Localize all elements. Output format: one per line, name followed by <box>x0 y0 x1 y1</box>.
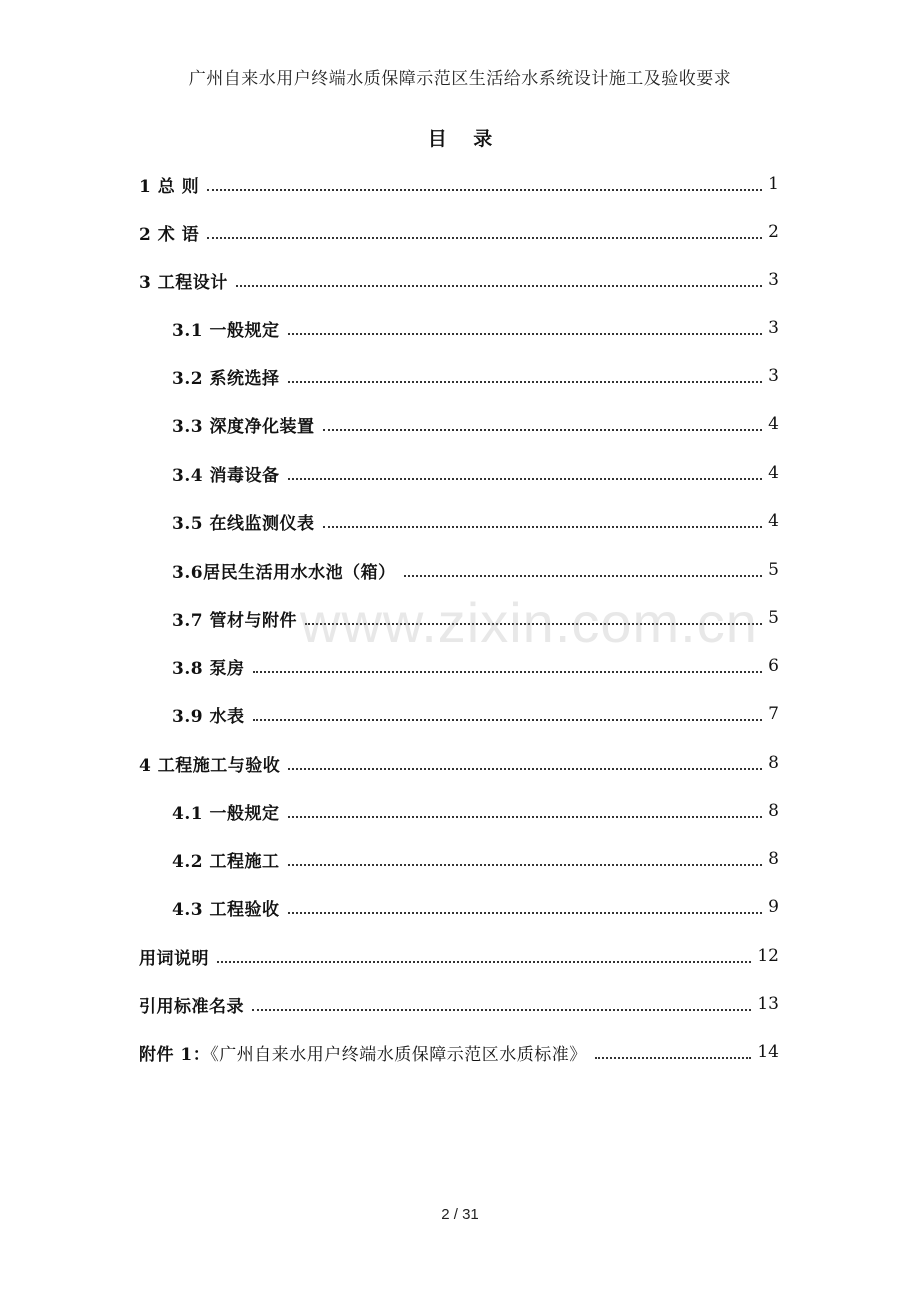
toc-dot-leader <box>288 814 763 818</box>
toc-dot-leader <box>323 427 763 431</box>
toc-page-number: 9 <box>768 897 779 917</box>
toc-entry-label: 3.8 泵房 <box>172 658 245 679</box>
toc-dot-leader <box>288 766 762 770</box>
toc-entry[interactable] <box>0 304 920 352</box>
toc-dot-leader <box>253 669 763 673</box>
toc-entry[interactable] <box>0 256 920 304</box>
toc-entry-label: 4.2 工程施工 <box>172 851 280 872</box>
toc-page-number: 3 <box>768 366 779 386</box>
toc-page-number: 13 <box>757 994 779 1014</box>
toc-entry-label: 附件 1：《广州自来水用户终端水质保障示范区水质标准》 <box>139 1044 587 1065</box>
toc-page-number: 8 <box>768 753 779 773</box>
toc-entry-label-suffix: 《广州自来水用户终端水质保障示范区水质标准》 <box>210 1044 587 1065</box>
toc-entry[interactable] <box>0 1028 920 1076</box>
toc-dot-leader <box>217 959 751 963</box>
toc-dot-leader <box>207 187 762 191</box>
toc-entry-label: 3.7 管材与附件 <box>172 610 297 631</box>
toc-entry[interactable] <box>0 497 920 545</box>
toc-entry-label: 引用标准名录 <box>139 996 244 1017</box>
toc-dot-leader <box>595 1055 752 1059</box>
toc-entry[interactable] <box>0 739 920 787</box>
toc-title: 目 录 <box>427 128 503 150</box>
toc-entry-label: 3 工程设计 <box>139 272 228 293</box>
toc-page-number: 14 <box>757 1042 779 1062</box>
toc-dot-leader <box>207 235 762 239</box>
toc-page-number: 7 <box>768 704 779 724</box>
toc-entry-label: 3.3 深度净化装置 <box>172 416 315 437</box>
toc-entry[interactable] <box>0 400 920 448</box>
toc-page-number: 2 <box>768 222 779 242</box>
toc-dot-leader <box>288 331 763 335</box>
toc-dot-leader <box>252 1007 751 1011</box>
toc-dot-leader <box>323 524 763 528</box>
toc-entry-label: 3.4 消毒设备 <box>172 465 280 486</box>
watermark: www.zixin.com.cn <box>300 591 758 654</box>
toc-entry-label: 3.1 一般规定 <box>172 320 280 341</box>
toc-entry-label: 用词说明 <box>139 948 209 969</box>
toc-dot-leader <box>288 379 763 383</box>
toc-page-number: 4 <box>768 414 779 434</box>
toc-entry-label: 3.9 水表 <box>172 706 245 727</box>
page-header: 广州自来水用户终端水质保障示范区生活给水系统设计施工及验收要求 <box>188 69 732 89</box>
toc-entry-label: 4 工程施工与验收 <box>139 755 281 776</box>
toc-entry[interactable] <box>0 835 920 883</box>
toc-entry[interactable] <box>0 208 920 256</box>
toc-page-number: 3 <box>768 318 779 338</box>
page-number: 2 / 31 <box>441 1206 479 1223</box>
toc-entry[interactable] <box>0 932 920 980</box>
toc-dot-leader <box>404 573 763 577</box>
toc-entry[interactable] <box>0 787 920 835</box>
toc-entry-label: 3.6居民生活用水水池（箱） <box>172 562 396 583</box>
toc-entry[interactable] <box>0 449 920 497</box>
toc-dot-leader <box>288 862 763 866</box>
toc-entry[interactable] <box>0 690 920 738</box>
toc-entry-label: 4.3 工程验收 <box>172 899 280 920</box>
toc-page-number: 12 <box>757 946 779 966</box>
toc-page-number: 3 <box>768 270 779 290</box>
toc-entry-label: 3.5 在线监测仪表 <box>172 513 315 534</box>
toc-page-number: 6 <box>768 656 779 676</box>
toc-entry-label: 3.2 系统选择 <box>172 368 280 389</box>
toc-page-number: 1 <box>768 174 779 194</box>
toc-entry[interactable] <box>0 883 920 931</box>
toc-dot-leader <box>288 476 763 480</box>
toc-dot-leader <box>253 717 763 721</box>
toc-entry[interactable] <box>0 160 920 208</box>
toc-page-number: 8 <box>768 801 779 821</box>
toc-entry[interactable] <box>0 980 920 1028</box>
toc-entry[interactable] <box>0 352 920 400</box>
toc-dot-leader <box>236 283 762 287</box>
toc-dot-leader <box>288 910 763 914</box>
toc-page-number: 8 <box>768 849 779 869</box>
toc-page-number: 5 <box>768 608 779 628</box>
toc-entry-label: 4.1 一般规定 <box>172 803 280 824</box>
toc-page-number: 4 <box>768 511 779 531</box>
toc-entry-label: 2 术 语 <box>139 224 200 245</box>
toc-page-number: 5 <box>768 560 779 580</box>
toc-entry[interactable] <box>0 546 920 594</box>
toc-entry-label: 1 总 则 <box>139 176 200 197</box>
toc-page-number: 4 <box>768 463 779 483</box>
